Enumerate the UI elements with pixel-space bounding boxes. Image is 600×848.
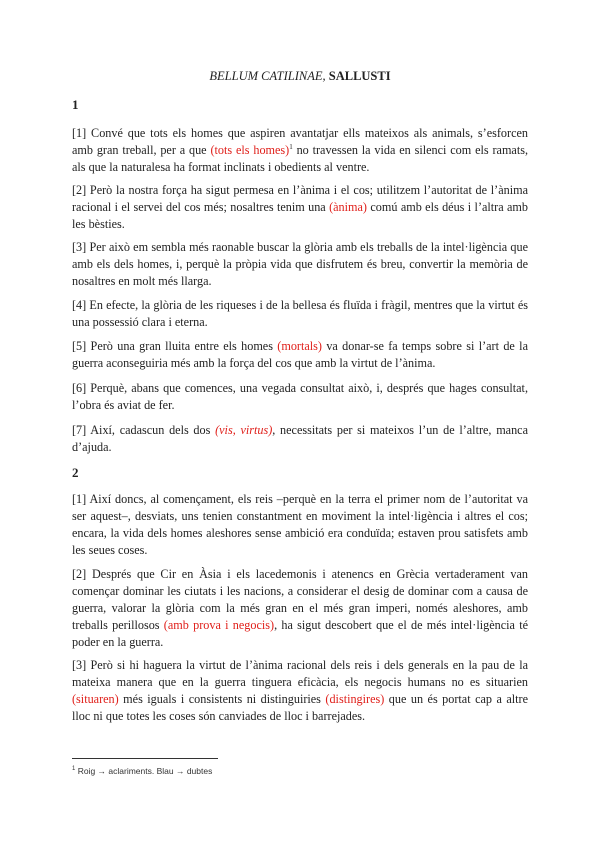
paragraph-1-6: [6] Perquè, abans que comences, una vegada consultat això, i, després que hages consultat, l’obra és aviat de fer. xyxy=(72,381,528,412)
section-heading-2: 2 xyxy=(72,465,79,480)
paragraph-1-1: [1] Convé que tots els homes que aspiren avantatjar ells mateixos als animals, s’esforcen amb gran treball, per a que (tots els homes)$^1$ no travessen la vida en silenci com els ramats, als que la naturalesa ha format inclinats i obedients al ventre. xyxy=(72,126,529,174)
title-author: SALLUSTI xyxy=(325,69,391,83)
paragraph-1-3: [3] Per això em sembla més raonable buscar la glòria amb els treballs de la intel·ligència que amb els dels homes, i, perquè la pròpia vida que disfrutem és breu, convertir la memòria de nosaltres en molt més llarga. xyxy=(72,240,528,288)
document-title xyxy=(72,68,528,84)
paragraph-1-4: [4] En efecte, la glòria de les riqueses i de la bellesa és fluïda i fràgil, mentres que la virtut és una possessió clara i eterna. xyxy=(72,298,528,329)
paragraph-2-2: [2] Després que Cir en Àsia i els lacedemonis i atenencs en Grècia vertaderament van començar dominar les ciutats i les nacions, a considerar el desig de dominar com a causa de guerra, valorar la glòria com la més gran en el més gran imperi, només aleshores, amb treballs perillosos (amb prova i negocis), ha sigut descobert que el de més intel·ligència té poder en la guerra. xyxy=(72,567,528,649)
footnote-marker: 1 xyxy=(72,766,76,773)
paragraph-2-3: [3] Però si hi haguera la virtut de l’ànima racional dels reis i dels generals en la pau de la mateixa manera que en la guerra tinguera eficàcia, els negocis humans no es situarien (situaren) més iguals i consistents ni distinguiries (distingires) que un és portat cap a altre lloc ni que totes les coses són canviades de lloc i barrejades. xyxy=(72,658,528,723)
paragraph-1-7: [7] Així, cadascun dels dos (vis, virtus), necessitats per si mateixos l’un de l’altre, manca d’ajuda. xyxy=(72,423,528,454)
paragraph-2-1: [1] Així doncs, al començament, els reis –perquè en la terra el primer nom de l’autoritat va ser aquest–, desviats, uns tenien constantment en moviment la intel·ligència i altres el cos; encara, la vida dels homes aleshores sense ambició era conduïda; estaven prou satisfets amb les seues coses. xyxy=(72,492,528,557)
title-work: BELLUM CATILINAE, xyxy=(209,69,326,83)
section-heading-1: 1 xyxy=(72,97,79,112)
footnote-reference[interactable]: 1 xyxy=(289,142,293,151)
paragraph-1-2: [2] Però la nostra força ha sigut permesa en l’ànima i el cos; utilitzem l’autoritat de l’ànima racional i el servei del cos més; nosaltres tenim una (ànima) comú amb els déus i l’altra amb les bèsties. xyxy=(72,183,529,231)
footnote-text: Roig → aclariments. Blau → dubtes xyxy=(75,766,213,776)
footnote-separator xyxy=(72,758,218,759)
footnote xyxy=(72,765,212,777)
paragraph-1-5: [5] Però una gran lluita entre els homes (mortals) va donar-se fa temps sobre si l’art de la guerra aconseguiria més amb la força del cos que amb la virtut de l’ànima. xyxy=(72,339,528,370)
